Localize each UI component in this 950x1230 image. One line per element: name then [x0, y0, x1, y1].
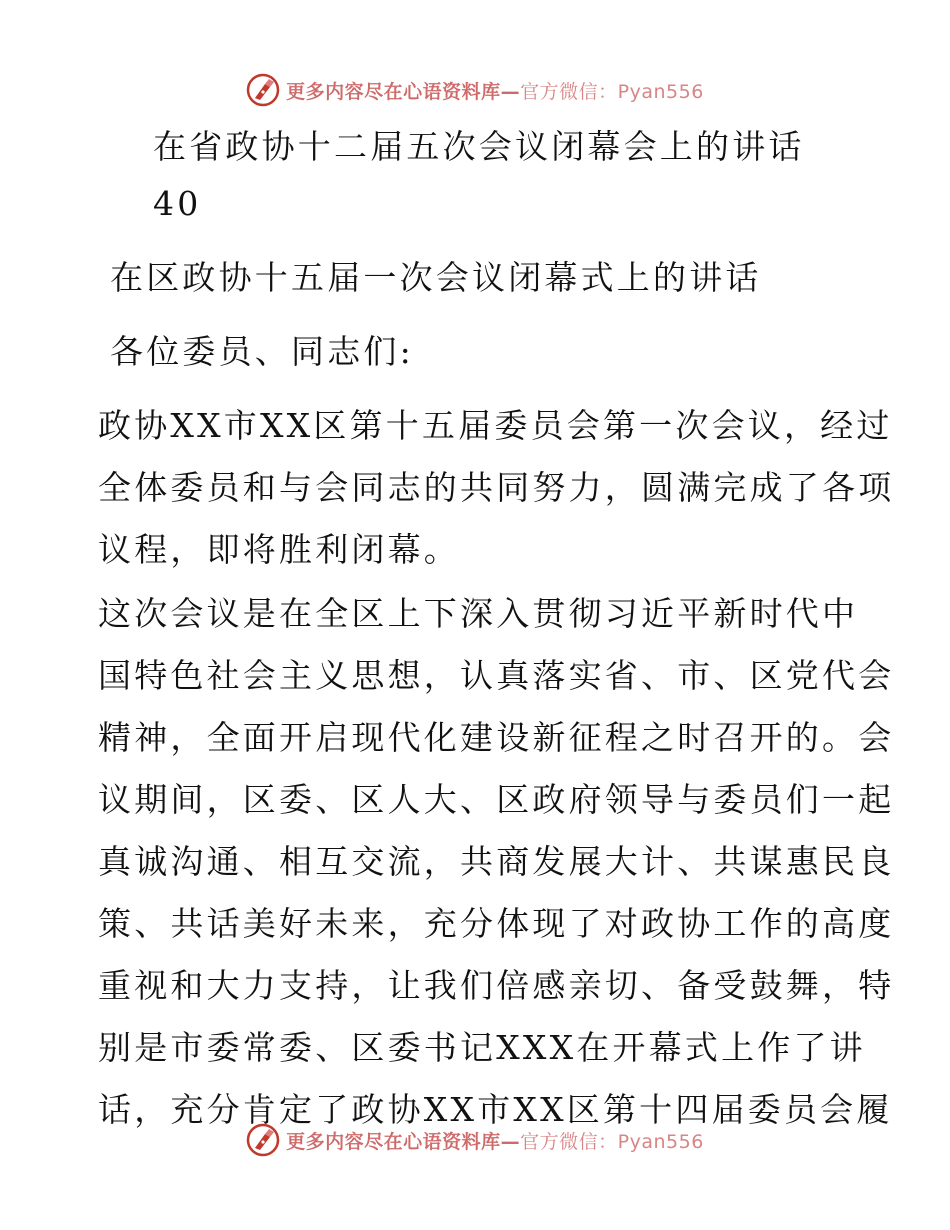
paragraph-line: 全体委员和与会同志的共同努力，圆满完成了各项: [98, 468, 895, 507]
paragraph-line: 国特色社会主义思想，认真落实省、市、区党代会: [98, 656, 895, 695]
speech-title: 在区政协十五届一次会议闭幕式上的讲话: [110, 258, 762, 297]
watermark-content: [246, 73, 704, 107]
watermark-text: [286, 1127, 704, 1154]
watermark-site: 更多内容尽在心语资料库: [286, 80, 501, 103]
watermark-content: [246, 1123, 704, 1157]
paragraph-2: [98, 594, 895, 1152]
watermark-dash: —: [500, 1130, 521, 1153]
pen-nib-logo-icon: [246, 1123, 280, 1157]
watermark-wechat: 官方微信：Pyan556: [520, 80, 704, 103]
paragraph-line: 真诚沟通、相互交流，共商发展大计、共谋惠民良: [98, 842, 895, 881]
watermark-banner-bottom: [0, 1120, 950, 1160]
watermark-dash: —: [500, 80, 521, 103]
pen-nib-logo-icon: [246, 73, 280, 107]
paragraph-line: 这次会议是在全区上下深入贯彻习近平新时代中: [98, 594, 859, 633]
paragraph-line: 策、共话美好未来，充分体现了对政协工作的高度: [98, 904, 895, 943]
watermark-text: [286, 77, 704, 104]
salutation: 各位委员、同志们:: [110, 332, 414, 371]
document-title: 在省政协十二届五次会议闭幕会上的讲话: [153, 127, 805, 166]
paragraph-line: 议程，即将胜利闭幕。: [98, 530, 460, 569]
paragraph-line: 话，充分肯定了政协XX市XX区第十四届委员会履: [98, 1090, 893, 1129]
paragraph-line: 政协XX市XX区第十五届委员会第一次会议，经过: [98, 406, 893, 445]
paragraph-line: 重视和大力支持，让我们倍感亲切、备受鼓舞，特: [98, 966, 895, 1005]
watermark-banner-top: [0, 70, 950, 110]
paragraph-line: 精神，全面开启现代化建设新征程之时召开的。会: [98, 718, 895, 757]
paragraph-line: 议期间，区委、区人大、区政府领导与委员们一起: [98, 780, 895, 819]
paragraph-line: 别是市委常委、区委书记XXX在开幕式上作了讲: [98, 1028, 866, 1067]
watermark-site: 更多内容尽在心语资料库: [286, 1130, 501, 1153]
paragraph-1: [98, 406, 895, 592]
document-title-number: 40: [153, 184, 202, 223]
watermark-wechat: 官方微信：Pyan556: [520, 1130, 704, 1153]
